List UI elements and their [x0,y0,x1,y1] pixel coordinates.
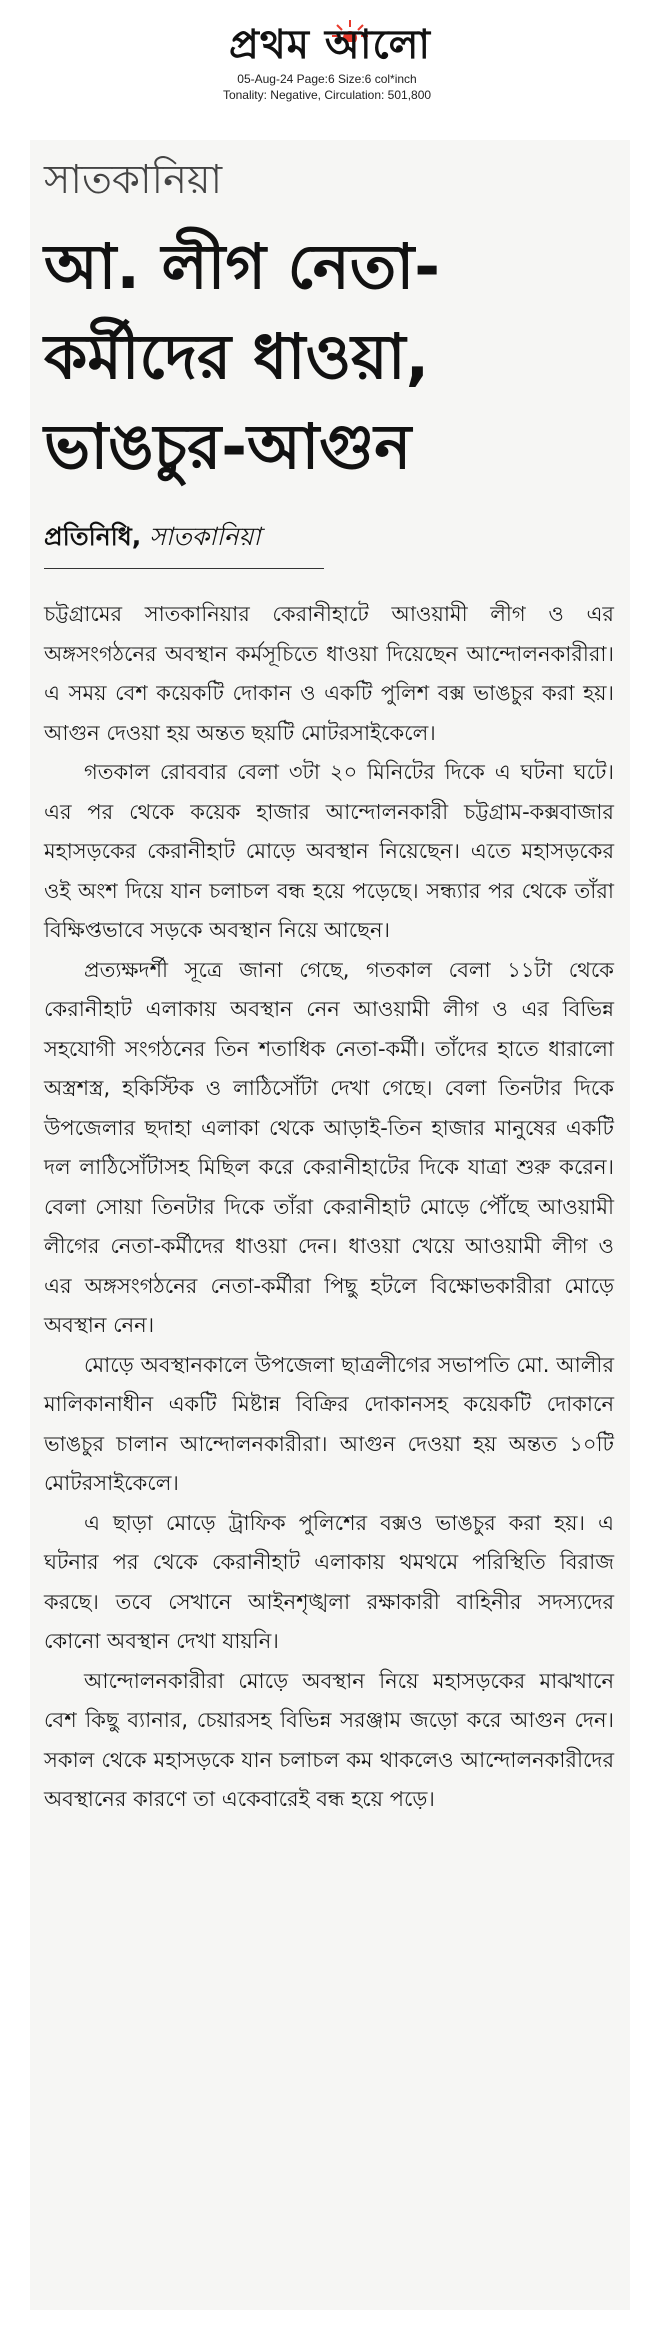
paragraph: চট্টগ্রামের সাতকানিয়ার কেরানীহাটে আওয়ামী লীগ ও এর অঙ্গসংগঠনের অবস্থান কর্মসূচিতে ধাওয়া দিয়েছেন আন্দোলনকারীরা। এ সময় বেশ কয়েকটি দোকান ও একটি পুলিশ বক্স ভাঙচুর করা হয়। আগুন দেওয়া হয় অন্তত ছয়টি মোটরসাইকেলে। [44,602,614,745]
headline-line: আ. লীগ নেতা- [44,230,441,303]
paragraph: এ ছাড়া মোড়ে ট্রাফিক পুলিশের বক্সও ভাঙচুর করা হয়। এ ঘটনার পর থেকে কেরানীহাট এলাকায় থমথমে পরিস্থিতি বিরাজ করছে। তবে সেখানে আইনশৃঙ্খলা রক্ষাকারী বাহিনীর সদস্যদের কোনো অবস্থান দেখা যায়নি। [44,1510,614,1653]
clipping-meta-tonality: Tonality: Negative, Circulation: 501,800 [222,88,432,102]
byline-place: সাতকানিয়া [149,522,261,551]
headline-line: ভাঙচুর-আগুন [44,410,412,483]
paragraph: মোড়ে অবস্থানকালে উপজেলা ছাত্রলীগের সভাপতি মো. আলীর মালিকানাধীন একটি মিষ্টান্ন বিক্রির দোকানসহ কয়েকটি দোকানে ভাঙচুর চালান আন্দোলনকারীরা। আগুন দেওয়া হয় অন্তত ১০টি মোটরসাইকেলে। [44,1352,614,1495]
paragraph: আন্দোলনকারীরা মোড়ে অবস্থান নিয়ে মহাসড়কের মাঝখানে বেশ কিছু ব্যানার, চেয়ারসহ বিভিন্ন সরঞ্জাম জড়ো করে আগুন দেন। সকাল থেকে মহাসড়কে যান চলাচল কম থাকলেও আন্দোলনকারীদের অবস্থানের কারণে তা একেবারেই বন্ধ হয়ে পড়ে। [44,1668,614,1811]
byline-divider [44,568,324,569]
paragraph: গতকাল রোববার বেলা ৩টা ২০ মিনিটের দিকে এ ঘটনা ঘটে। এর পর থেকে কয়েক হাজার আন্দোলনকারী চট্টগ্রাম-কক্সবাজার মহাসড়কের কেরানীহাট মোড়ে অবস্থান নিয়েছেন। এতে মহাসড়কের ওই অংশ দিয়ে যান চলাচল বন্ধ হয়ে পড়েছে। সন্ধ্যার পর থেকে তাঁরা বিক্ষিপ্তভাবে সড়কে অবস্থান নিয়ে আছেন। [44,760,614,942]
paragraph: প্রত্যক্ষদর্শী সূত্রে জানা গেছে, গতকাল বেলা ১১টা থেকে কেরানীহাট এলাকায় অবস্থান নেন আওয়ামী লীগ ও এর বিভিন্ন সহযোগী সংগঠনের তিন শতাধিক নেতা-কর্মী। তাঁদের হাতে ধারালো অস্ত্রশস্ত্র, হকিস্টিক ও লাঠিসোঁটা দেখা গেছে। বেলা তিনটার দিকে উপজেলার ছদাহা এলাকা থেকে আড়াই-তিন হাজার মানুষের একটি দল লাঠিসোঁটাসহ মিছিল করে কেরানীহাটের দিকে যাত্রা শুরু করেন। বেলা সোয়া তিনটার দিকে তাঁরা কেরানীহাট মোড়ে পৌঁছে আওয়ামী লীগের নেতা-কর্মীদের ধাওয়া দেন। ধাওয়া খেয়ে আওয়ামী লীগ ও এর অঙ্গসংগঠনের নেতা-কর্মীরা পিছু হটলে বিক্ষোভকারীরা মোড়ে অবস্থান নেন। [44,957,614,1337]
logo-text: প্রথম আলো [228,22,432,68]
masthead [0,0,654,120]
newspaper-logo [180,18,480,74]
section-label: সাতকানিয়া [44,157,223,203]
byline [44,520,261,554]
news-article [30,140,630,2310]
byline-label: প্রতিনিধি, [44,522,142,551]
headline [44,222,614,492]
article-body [44,595,614,1820]
headline-line: কর্মীদের ধাওয়া, [44,320,430,393]
clipping-meta-date: 05-Aug-24 Page:6 Size:6 col*inch [237,72,417,86]
